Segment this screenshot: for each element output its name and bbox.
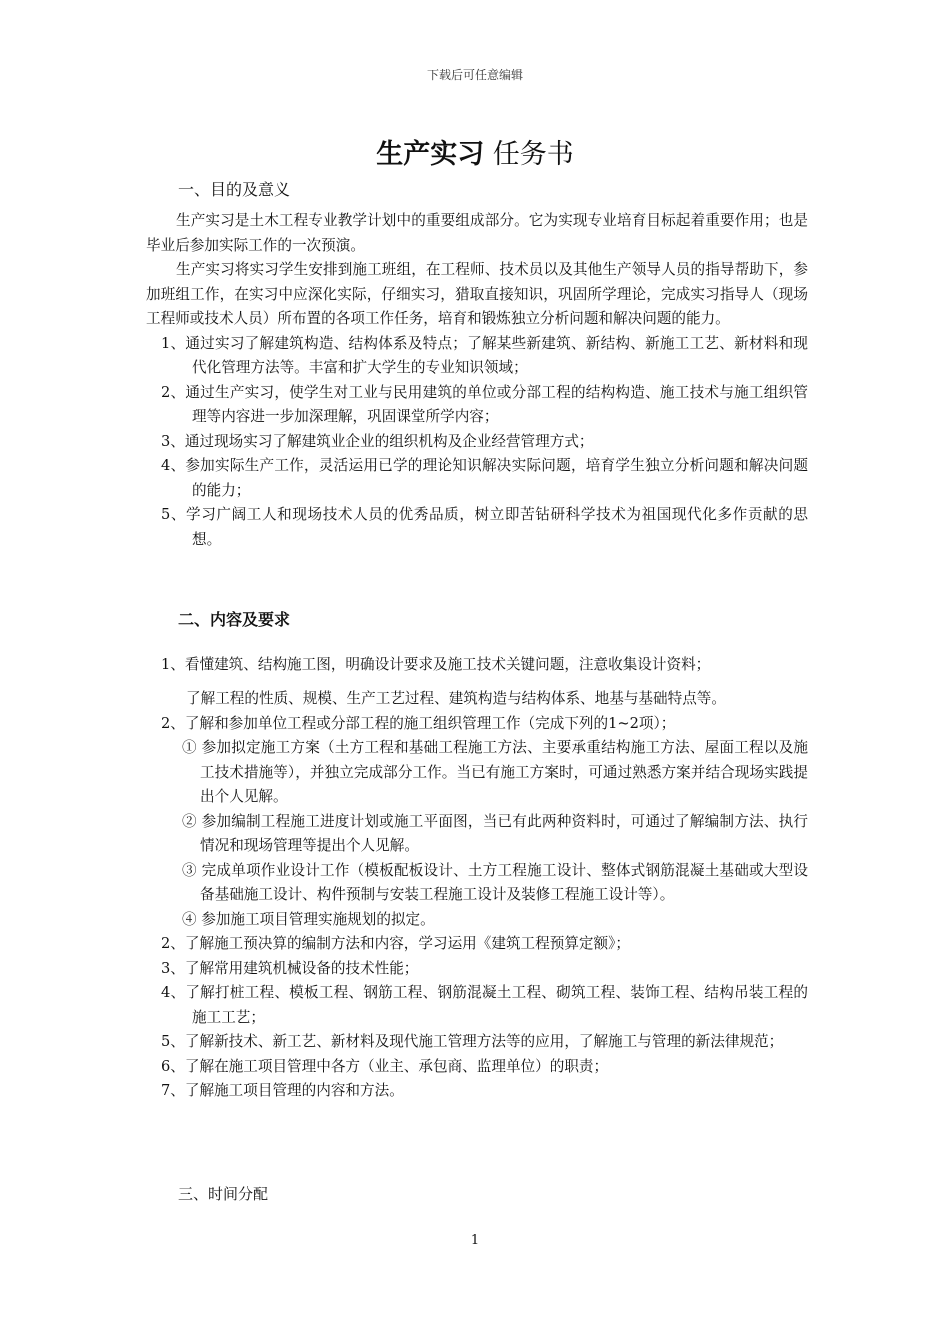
section2-list-item: 2、了解施工预决算的编制方法和内容，学习运用《建筑工程预算定额》； (161, 935, 630, 952)
title-part2: 任务书 (492, 139, 574, 170)
document-title (0, 132, 950, 171)
page-number: 1 (470, 1233, 480, 1248)
header-note: 下载后可任意编辑 (426, 68, 523, 82)
section2-subitem: ② 参加编制工程施工进度计划或施工平面图，当已有此两种资料时，可通过了解编制方法、执行情况和现场管理等提出个人见解。 (182, 812, 808, 854)
section2-heading: 二、内容及要求 (178, 610, 291, 629)
section1-list-item: 5、学习广阔工人和现场技术人员的优秀品质，树立即苦钻研科学技术为祖国现代化多作贡献的思想。 (161, 506, 808, 548)
section1-list-item: 3、通过现场实习了解建筑业企业的组织机构及企业经营管理方式； (161, 432, 594, 450)
section2-list-item: 5、了解新技术、新工艺、新材料及现代施工管理方法等的应用，了解施工与管理的新法律规范； (161, 1033, 784, 1050)
section2-list-item: 1、看懂建筑、结构施工图，明确设计要求及施工技术关键问题，注意收集设计资料； (161, 656, 711, 673)
section2-list-item: 4、了解打桩工程、模板工程、钢筋工程、钢筋混凝土工程、砌筑工程、装饰工程、结构吊装工程的施工工艺； (161, 984, 808, 1026)
section1-paragraph: 生产实习将实习学生安排到施工班组，在工程师、技术员以及其他生产领导人员的指导帮助下，参加班组工作，在实习中应深化实际，仔细实习，猎取直接知识，巩固所学理论，完成实习指导人（现场工程师或技术人员）所布置的各项工作任务，培育和锻炼独立分析问题和解决问题的能力。 (146, 261, 808, 327)
section2-item1-continuation: 了解工程的性质、规模、生产工艺过程、建筑构造与结构体系、地基与基础特点等。 (186, 690, 726, 707)
section1-list-item: 2、通过生产实习，使学生对工业与民用建筑的单位或分部工程的结构构造、施工技术与施工组织管理等内容进一步加深理解，巩固课堂所学内容； (161, 383, 808, 425)
section1-body (146, 209, 808, 552)
section2-body (146, 653, 808, 678)
section2-subitem: ① 参加拟定施工方案（土方工程和基础工程施工方法、主要承重结构施工方法、屋面工程以及施工技术措施等），并独立完成部分工作。当已有施工方案时，可通过熟悉方案并结合现场实践提出个人见解。 (182, 739, 808, 805)
section2-subitem: ③ 完成单项作业设计工作（模板配板设计、土方工程施工设计、整体式钢筋混凝土基础或大型设备基础施工设计、构件预制与安装工程施工设计及装修工程施工设计等）。 (182, 861, 808, 903)
section2-list-item: 3、了解常用建筑机械设备的技术性能； (161, 959, 419, 977)
section2-subitem: ④ 参加施工项目管理实施规划的拟定。 (182, 910, 435, 928)
section3-heading: 三、时间分配 (178, 1185, 269, 1203)
title-part1: 生产实习 (376, 139, 485, 170)
section1-list-item: 4、参加实际生产工作，灵活运用已学的理论知识解决实际问题，培育学生独立分析问题和解决问题的能力； (161, 457, 808, 499)
section2-body-cont (146, 687, 808, 1104)
section2-list-item: 7、了解施工项目管理的内容和方法。 (161, 1082, 404, 1099)
section2-list-item: 6、了解在施工项目管理中各方（业主、承包商、监理单位）的职责； (161, 1057, 609, 1075)
section2-list-item: 2、了解和参加单位工程或分部工程的施工组织管理工作（完成下列的1~2项）； (161, 714, 676, 732)
section1-list-item: 1、通过实习了解建筑构造、结构体系及特点；了解某些新建筑、新结构、新施工工艺、新材料和现代化管理方法等。丰富和扩大学生的专业知识领域； (161, 334, 808, 376)
section1-paragraph: 生产实习是土木工程专业教学计划中的重要组成部分。它为实现专业培育目标起着重要作用；也是毕业后参加实际工作的一次预演。 (146, 212, 808, 254)
section1-heading: 一、目的及意义 (178, 180, 291, 199)
